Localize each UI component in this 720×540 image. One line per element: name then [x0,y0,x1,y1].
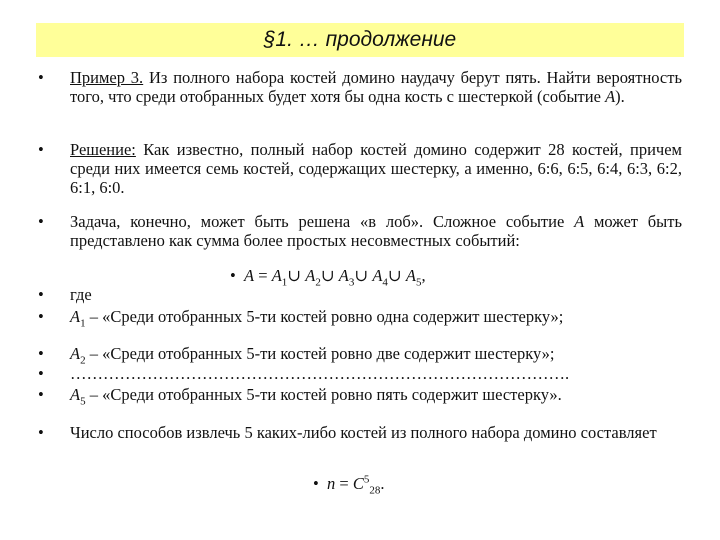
formula-symbol: A [372,266,383,285]
subscript: 5 [415,276,422,289]
bullet: • [38,423,44,442]
formula-end: , [421,266,426,285]
superscript: 5 [363,473,370,486]
task-text-1: Задача, конечно, может быть решена «в лоб». Сложное событие [70,212,575,231]
bullet: • [38,140,44,159]
union-sign: ∪ [287,266,302,285]
example-label: Пример 3. [70,68,144,87]
equals-sign: = [335,474,353,493]
solution-text: Как известно, полный набор костей домино содержит 28 костей, причем среди них имеется семь костей, содержащих шестерку, а именно, 6:6, 6:5, 6:4, 6:3, 6:2, 6:1, 6:0. [70,140,682,197]
formula-symbol: C [352,474,364,493]
formula-symbol: A [271,266,282,285]
where-item [38,285,682,305]
count-item [38,423,682,463]
definition-a2 [38,344,682,367]
event-symbol: A [605,87,616,106]
bullet: • [38,68,44,87]
definition-body: – «Среди отобранных 5-ти костей ровно одна содержит шестерку»; [85,307,564,326]
task-text-2: может быть представлено как сумма более простых несовместных событий: [70,212,682,250]
bullet: • [38,212,44,231]
slide-title-text: §1. … продолжение [263,28,457,51]
slide-title [36,23,684,57]
solution-paragraph [70,140,682,197]
union-sign: ∪ [320,266,335,285]
definition-a1 [38,307,682,330]
subscript: 5 [80,395,86,408]
ellipsis-line: ………………………………………………………………………………. [70,364,570,383]
subscript: 4 [382,276,388,289]
task-paragraph [70,212,682,250]
sum-formula [230,266,426,289]
solution-label: Решение: [70,140,136,159]
bullet: • [38,285,44,304]
formula-symbol: A [70,385,81,404]
subscript: 2 [315,276,321,289]
formula-end: . [380,474,385,493]
definition-text [70,344,682,367]
bullet: • [230,266,236,285]
formula-symbol: A [405,266,416,285]
example-end: ). [615,87,625,106]
formula-symbol: n [327,474,336,493]
subscript: 1 [80,317,86,330]
ellipsis-item [38,364,682,384]
subscript: 3 [348,276,355,289]
definition-body: – «Среди отобранных 5-ти костей ровно две содержит шестерку»; [85,344,555,363]
formula-symbol: A [244,266,255,285]
count-formula [313,473,385,497]
bullet: • [313,474,319,493]
definition-body: – «Среди отобранных 5-ти костей ровно пять содержит шестерку». [85,385,562,404]
event-symbol: A [574,212,585,231]
where-text: где [70,285,92,304]
definition-a5 [38,385,682,408]
bullet: • [38,385,44,404]
subscript: 1 [281,276,288,289]
subscript: 2 [80,354,86,367]
example-paragraph [70,68,682,106]
example-text: Из полного набора костей домино наудачу берут пять. Найти вероятность того, что среди отобранных будет хотя бы одна кость с шестеркой (событие [70,68,682,106]
formula-symbol: A [338,266,349,285]
formula-symbol: A [305,266,316,285]
union-sign: ∪ [354,266,369,285]
definition-text [70,307,682,330]
union-sign: ∪ [387,266,402,285]
formula-symbol: A [70,344,81,363]
formula-symbol: A [70,307,81,326]
definition-text [70,385,682,408]
bullet: • [38,344,44,363]
bullet: • [38,307,44,326]
count-text: Число способов извлечь 5 каких-либо костей из полного набора домино составляет [70,423,657,442]
example-item [38,68,682,128]
subscript: 28 [369,484,381,497]
equals-sign: = [254,266,272,285]
task-item [38,212,682,252]
solution-item [38,140,682,200]
bullet: • [38,364,44,383]
